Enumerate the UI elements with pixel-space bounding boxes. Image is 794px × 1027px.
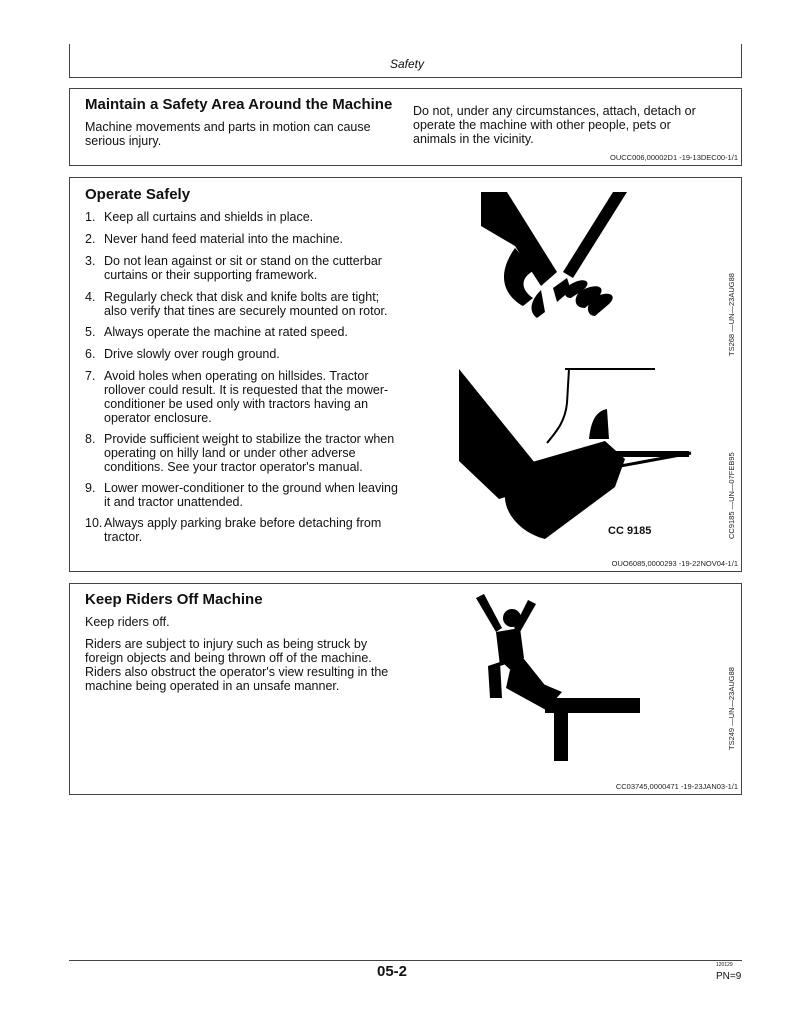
page-header-title: Safety [390, 57, 425, 71]
section-operate-safely: Operate Safely 1. Keep all curtains and shields in place. 2. Never hand feed material into the machine. 3. Do not lean against or sit or stand on the cutterbar curtains or their supporting framework. 4. Regularly check that disk and knife bolts are tight; also verify that tines are securely mounted on rotor. 5. Always operate the machine at rated speed. 6. Drive slowly over rough ground. 7. Avoid holes when operating on hillsides. Tractor rollover could result. It is requested that the mower-conditioner be used only with tractors having an operator enclosure. 8. Provide sufficient weight to stabilize the tractor when operating on hilly land or under other adverse conditions. See your tractor operator's manual. 9. Lower mower-conditioner to the ground when leaving it and tractor unattended. 10. Always apply parking brake before detaching from tractor. TS268 —UN—23AUG88 CC 9185 CC9185 —UN—07FEB95 OUO6085,0000293 -19-22NOV04-1/1 [69, 177, 742, 572]
reference-code: CC03745,0000471 -19-23JAN03-1/1 [615, 782, 738, 791]
section-paragraph: Riders are subject to injury such as being struck by foreign objects and being thrown off of the machine. Riders also obstruct the operator's view resulting in the machine being operated in an unsafe manner. [85, 637, 389, 693]
reference-code: OUO6085,0000293 -19-22NOV04-1/1 [611, 559, 738, 568]
figure-code-3: TS249 —UN—23AUG88 [727, 667, 736, 750]
footer-rule [69, 960, 742, 961]
section-title: Maintain a Safety Area Around the Machine [85, 96, 393, 113]
feed-rollers-pictogram [455, 363, 695, 548]
footer-small-code: 120129 [716, 962, 733, 968]
figure-code-1: TS268 —UN—23AUG88 [727, 273, 736, 356]
section-safety-area [69, 88, 742, 166]
header-rule [69, 77, 742, 78]
header-rule-left [69, 44, 70, 77]
section-paragraph: Keep riders off. [85, 615, 170, 629]
header-rule-right [741, 44, 742, 77]
rider-falling-pictogram [470, 588, 650, 768]
section-title: Operate Safely [85, 186, 191, 203]
figure-code-2: CC9185 —UN—07FEB95 [727, 452, 736, 539]
figure-label: CC 9185 [608, 525, 652, 537]
section-title: Keep Riders Off Machine [85, 591, 263, 608]
section-left-text: Machine movements and parts in motion can cause serious injury. [85, 120, 371, 148]
reference-code: OUCC006,00002D1 -19-13DEC00-1/1 [610, 153, 738, 162]
footer-pn: PN=9 [716, 971, 742, 982]
hand-cutter-pictogram [475, 186, 715, 346]
page-number: 05-2 [377, 963, 408, 980]
section-keep-riders-off [69, 583, 742, 795]
section-right-text: Do not, under any circumstances, attach, detach or operate the machine with other people, pets or animals in the vicinity. [413, 104, 696, 146]
